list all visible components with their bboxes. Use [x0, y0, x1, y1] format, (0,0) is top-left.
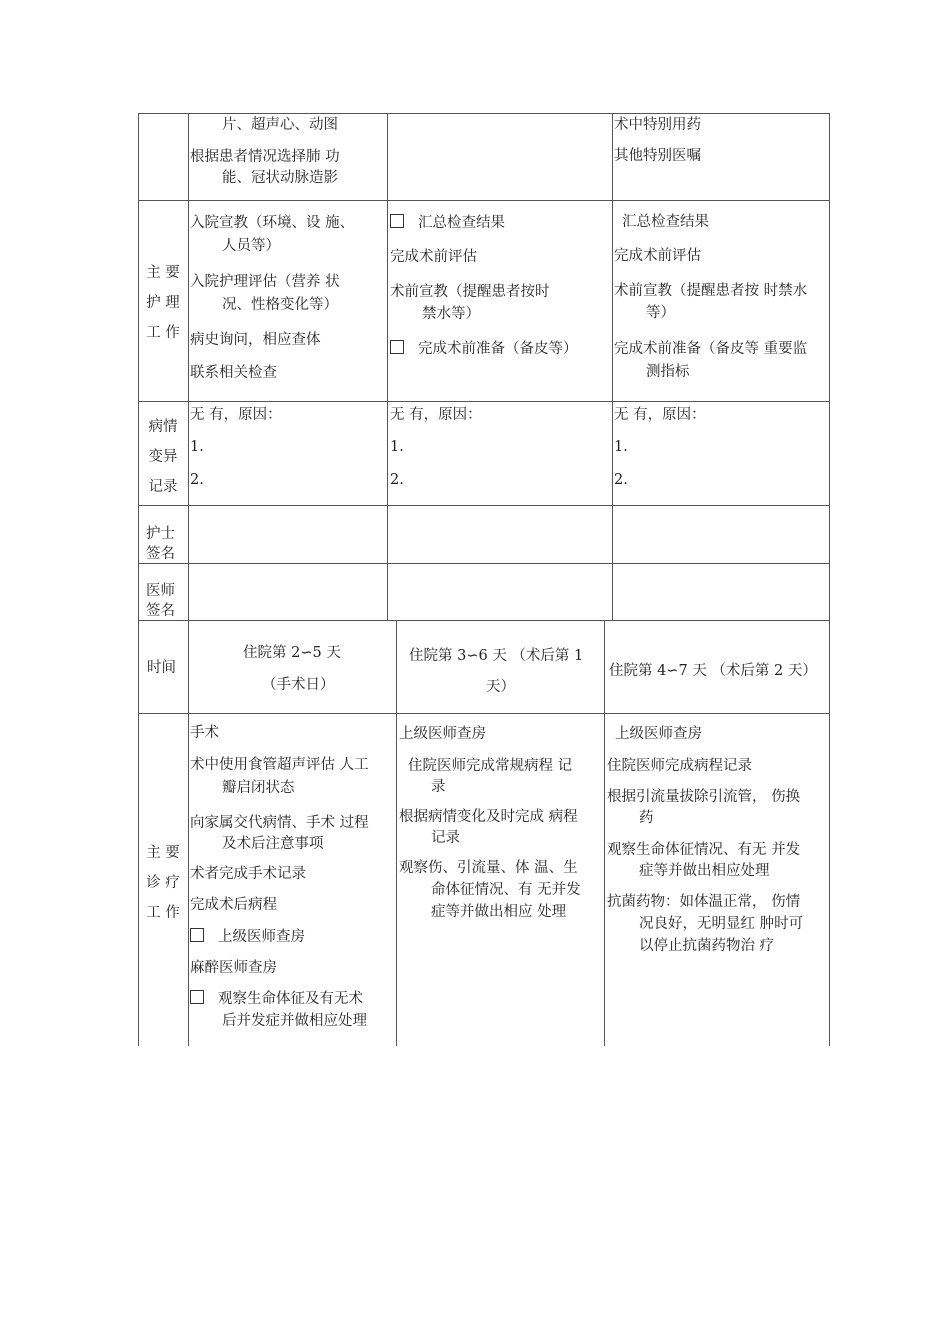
nursing-col1-item1b: 人员等） — [222, 238, 280, 254]
variation-row-label: 病情 变异 记录 — [148, 419, 178, 495]
variation-col3-line1: 无 有，原因： — [614, 407, 706, 423]
nursing-col1-item2: 入院护理评估（营养 状 — [190, 274, 340, 290]
diag-col1-item2: 术中使用食管超声评估 人工 — [190, 757, 369, 773]
diag-col3-item2: 住院医师完成病程记录 — [607, 758, 752, 774]
variation-col2-line3: 2. — [390, 472, 404, 488]
nursing-col3-item2: 完成术前评估 — [614, 248, 701, 264]
diag-col1-item5: 完成术后病程 — [190, 897, 277, 913]
nursing-col3-item1: 汇总检查结果 — [622, 214, 709, 230]
diag-col2-item3b: 记录 — [431, 830, 460, 846]
diag-col3-item5c: 以停止抗菌药物治 疗 — [639, 938, 775, 954]
diag-col3-item3b: 药 — [639, 810, 654, 826]
diag-col1-item2b: 瓣启闭状态 — [222, 780, 295, 796]
variation-col3-line2: 1. — [614, 439, 628, 455]
nursing-col3-item4: 完成术前准备（备皮等 重要监 — [614, 341, 808, 357]
nursing-col1-item1: 入院宣教（环境、设 施、 — [190, 215, 355, 231]
checkbox-icon[interactable] — [190, 990, 204, 1004]
diag-col1-item8: 观察生命体征及有无术 — [190, 989, 363, 1009]
variation-col2-line2: 1. — [390, 439, 404, 455]
nursing-col1-item3: 病史询问，相应查体 — [190, 332, 321, 348]
nurse-sign-field-1[interactable] — [189, 506, 387, 563]
top-col1-line3: 能、冠状动脉造影 — [222, 170, 338, 186]
diag-col1-item4: 术者完成手术记录 — [190, 866, 306, 882]
diag-col3-item1: 上级医师查房 — [615, 726, 702, 742]
diag-col3-item3: 根据引流量拔除引流管， 伤换 — [607, 789, 801, 805]
diag-col2-item4c: 症等并做出相应 处理 — [431, 904, 567, 920]
header-col2-line1: 住院第 3∽6 天 （术后第 1 — [409, 648, 584, 664]
diag-col2-item1: 上级医师查房 — [399, 726, 486, 742]
diag-col1-item1: 手术 — [190, 725, 219, 741]
nursing-col2-item4: 完成术前准备（备皮等） — [390, 339, 578, 359]
checkbox-icon[interactable] — [190, 928, 204, 942]
doctor-sign-field-2[interactable] — [388, 564, 612, 620]
header-col1-line1: 住院第 2∽5 天 — [243, 645, 341, 661]
top-col3-line1: 术中特别用药 — [614, 117, 701, 133]
header-col1-line2: （手术日） — [262, 677, 335, 693]
nursing-col3-item3: 术前宣教（提醒患者按 时禁水 — [614, 283, 808, 299]
diagnosis-row-label: 主 要 诊 疗 工 作 — [146, 845, 180, 921]
time-label: 时间 — [147, 660, 176, 676]
checkbox-icon[interactable] — [390, 214, 404, 228]
variation-col2-line1: 无 有，原因： — [390, 407, 482, 423]
diag-col3-item5: 抗菌药物：如体温正常， 伤情 — [607, 894, 801, 910]
variation-col1-line1: 无 有，原因： — [190, 407, 282, 423]
nursing-col2-item3: 术前宣教（提醒患者按时 — [390, 284, 550, 300]
variation-col3-line3: 2. — [614, 472, 628, 488]
top-col1-line2: 根据患者情况选择肺 功 — [190, 149, 340, 165]
nursing-col3-item4b: 测指标 — [646, 364, 690, 380]
doctor-sign-field-3[interactable] — [613, 564, 829, 620]
doctor-sign-label: 医师 签名 — [146, 583, 175, 619]
nursing-col2-item3b: 禁水等） — [422, 306, 480, 322]
checkbox-icon[interactable] — [390, 340, 404, 354]
variation-col1-line3: 2. — [190, 472, 204, 488]
nursing-col1-item2b: 况、性格变化等） — [222, 297, 338, 313]
header-col3: 住院第 4∽7 天 （术后第 2 天） — [609, 663, 817, 679]
nursing-row-label: 主 要 护 理 工 作 — [146, 265, 180, 341]
diag-col1-item3: 向家属交代病情、手术 过程 — [190, 815, 369, 831]
diag-col2-item2b: 录 — [431, 779, 446, 795]
diag-col2-item2: 住院医师完成常规病程 记 — [408, 758, 573, 774]
diag-col1-item6: 上级医师查房 — [190, 927, 305, 947]
doctor-sign-field-1[interactable] — [189, 564, 387, 620]
nursing-col2-item2: 完成术前评估 — [390, 249, 477, 265]
diag-col2-item3: 根据病情变化及时完成 病程 — [399, 809, 578, 825]
nursing-col2-item1: 汇总检查结果 — [390, 213, 505, 233]
variation-col1-line2: 1. — [190, 439, 204, 455]
top-col3-line2: 其他特别医嘱 — [614, 148, 701, 164]
nursing-col3-item3b: 等） — [646, 305, 675, 321]
diag-col3-item5b: 况良好，无明显红 肿时可 — [639, 916, 804, 932]
diag-col1-item7: 麻醉医师查房 — [190, 960, 277, 976]
diag-col2-item4b: 命体征情况、有 无并发 — [431, 882, 581, 898]
header-col2-line2: 天） — [486, 679, 515, 695]
nursing-col1-item4: 联系相关检查 — [190, 365, 277, 381]
diag-col3-item4: 观察生命体征情况、有无 并发 — [607, 842, 801, 858]
nurse-sign-field-3[interactable] — [613, 506, 829, 563]
top-col1-line1: 片、超声心、动图 — [222, 117, 338, 133]
diag-col1-item8b: 后并发症并做相应处理 — [222, 1013, 367, 1029]
diag-col3-item4b: 症等并做出相应处理 — [639, 863, 770, 879]
diag-col1-item3b: 及术后注意事项 — [222, 836, 324, 852]
nurse-sign-field-2[interactable] — [388, 506, 612, 563]
nurse-sign-label: 护士 签名 — [146, 526, 175, 562]
diag-col2-item4: 观察伤、引流量、体 温、生 — [399, 860, 578, 876]
